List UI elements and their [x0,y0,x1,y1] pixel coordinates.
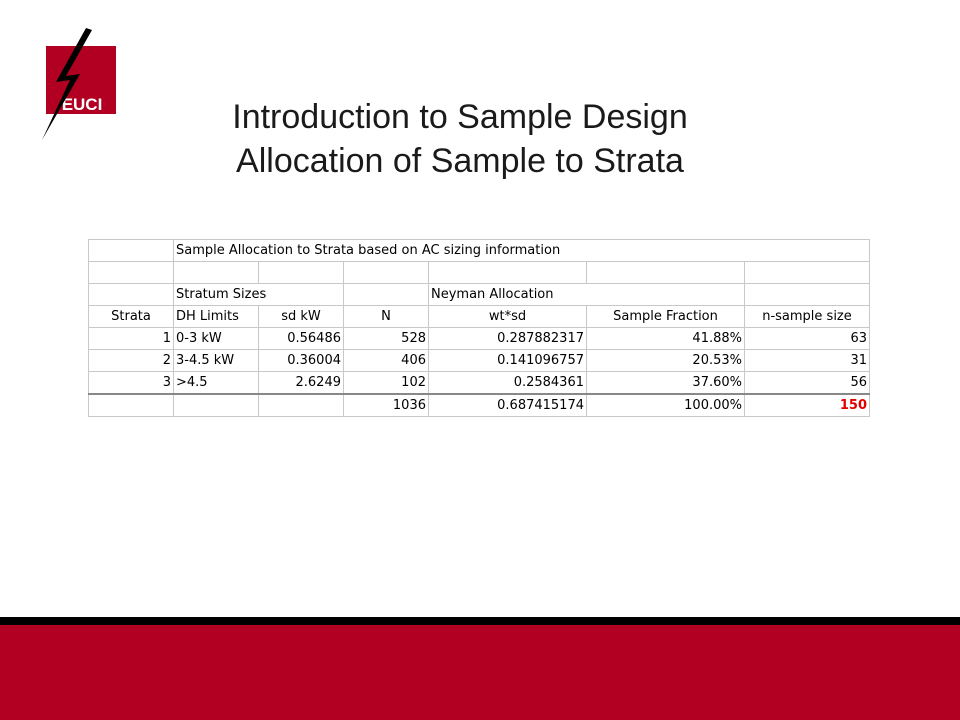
table-cell [174,394,259,417]
table-cell: >4.5 [174,372,259,395]
table-cell: 0.36004 [259,350,344,372]
total-n: 1036 [344,394,429,417]
column-header: N [344,306,429,328]
table-cell [89,394,174,417]
table-cell: 0.287882317 [429,328,587,350]
group-neyman-allocation: Neyman Allocation [429,284,745,306]
table-cell: 3-4.5 kW [174,350,259,372]
table-heading-row [89,240,870,262]
table-group-row [89,284,870,306]
table-cell [259,394,344,417]
table-row [89,350,870,372]
total-wt-sd: 0.687415174 [429,394,587,417]
slide-title [150,95,770,183]
footer-black-bar [0,617,960,625]
table-cell: 0.2584361 [429,372,587,395]
title-line-2: Allocation of Sample to Strata [236,142,684,180]
table-row [89,328,870,350]
table-cell: 3 [89,372,174,395]
table-cell: 31 [745,350,870,372]
table-cell: 528 [344,328,429,350]
table-cell: 0-3 kW [174,328,259,350]
table-heading: Sample Allocation to Strata based on AC sizing information [174,240,870,262]
table-cell: 406 [344,350,429,372]
table-cell: 20.53% [587,350,745,372]
footer-red-band [0,625,960,720]
group-stratum-sizes: Stratum Sizes [174,284,344,306]
allocation-table [88,239,870,417]
table-header-row [89,306,870,328]
table-cell: 0.56486 [259,328,344,350]
table-cell: 63 [745,328,870,350]
title-line-1: Introduction to Sample Design [232,98,688,136]
column-header: sd kW [259,306,344,328]
euci-logo [36,24,126,144]
column-header: Sample Fraction [587,306,745,328]
table-cell: 2 [89,350,174,372]
total-sample-size: 150 [745,394,870,417]
table-cell: 2.6249 [259,372,344,395]
table-cell: 102 [344,372,429,395]
table-cell: 1 [89,328,174,350]
table-cell: 37.60% [587,372,745,395]
total-sample-fraction: 100.00% [587,394,745,417]
table-row [89,372,870,395]
table-empty-row [89,262,870,284]
column-header: Strata [89,306,174,328]
logo-text: EUCI [61,95,103,114]
column-header: wt*sd [429,306,587,328]
column-header: DH Limits [174,306,259,328]
table-cell: 0.141096757 [429,350,587,372]
column-header: n-sample size [745,306,870,328]
table-totals-row [89,394,870,417]
table-cell: 56 [745,372,870,395]
table-cell: 41.88% [587,328,745,350]
